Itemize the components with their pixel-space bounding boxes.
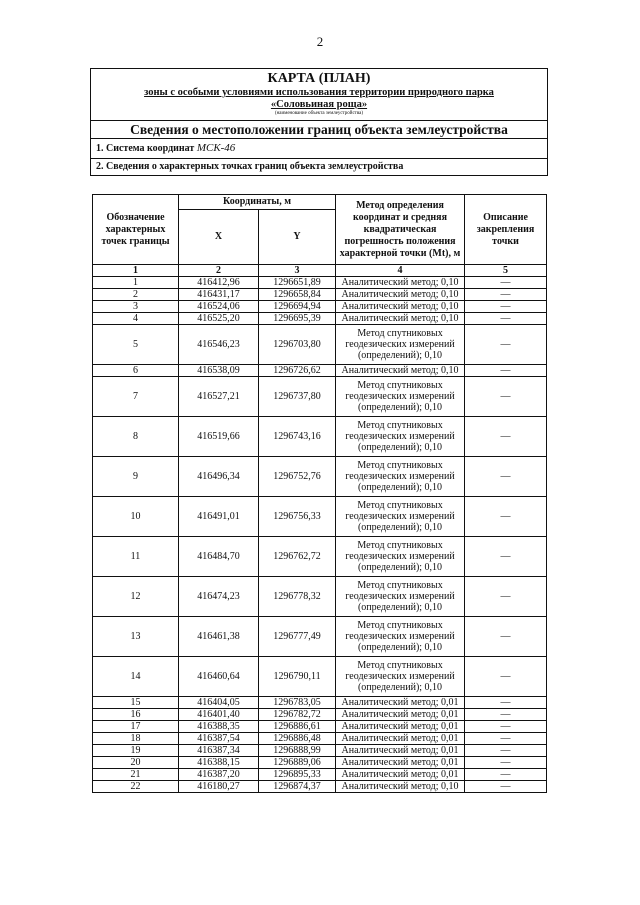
x-coord-cell: 416538,09	[179, 365, 259, 377]
method-cell: Метод спутниковых геодезических измерений (определений); 0,10	[336, 657, 465, 697]
y-coord-cell: 1296889,06	[259, 757, 336, 769]
method-cell: Аналитический метод; 0,10	[336, 365, 465, 377]
x-coord-cell: 416461,38	[179, 617, 259, 657]
point-number-cell: 9	[93, 457, 179, 497]
point-number-cell: 1	[93, 277, 179, 289]
table-row	[93, 377, 547, 417]
column-number-cell: 2	[179, 265, 259, 277]
y-coord-cell: 1296726,62	[259, 365, 336, 377]
y-coord-cell: 1296756,33	[259, 497, 336, 537]
table-row	[93, 721, 547, 733]
x-coord-cell: 416387,54	[179, 733, 259, 745]
x-coord-cell: 416460,64	[179, 657, 259, 697]
column-number-cell: 3	[259, 265, 336, 277]
point-number-cell: 2	[93, 289, 179, 301]
description-cell: —	[465, 365, 547, 377]
method-cell: Метод спутниковых геодезических измерений (определений); 0,10	[336, 457, 465, 497]
table-row	[93, 757, 547, 769]
col-header-x: X	[179, 210, 259, 265]
y-coord-cell: 1296782,72	[259, 709, 336, 721]
table-row	[93, 301, 547, 313]
description-cell: —	[465, 769, 547, 781]
map-subtitle: зоны с особыми условиями использования территории природного парка	[144, 87, 494, 98]
point-number-cell: 3	[93, 301, 179, 313]
point-number-cell: 19	[93, 745, 179, 757]
x-coord-cell: 416388,35	[179, 721, 259, 733]
x-coord-cell: 416496,34	[179, 457, 259, 497]
table-row	[93, 417, 547, 457]
y-coord-cell: 1296778,32	[259, 577, 336, 617]
table-row	[93, 577, 547, 617]
y-coord-cell: 1296783,05	[259, 697, 336, 709]
y-coord-cell: 1296874,37	[259, 781, 336, 793]
x-coord-cell: 416525,20	[179, 313, 259, 325]
coord-system-label: 1. Система координат	[96, 143, 195, 154]
col-header-method: Метод определения координат и средняя квадратическая погрешность положения характерной точки (Mt), м	[336, 195, 465, 265]
point-number-cell: 17	[93, 721, 179, 733]
table-row	[93, 497, 547, 537]
description-cell: —	[465, 313, 547, 325]
description-cell: —	[465, 417, 547, 457]
method-cell: Аналитический метод; 0,01	[336, 709, 465, 721]
section-title: Сведения о местоположении границ объекта землеустройства	[91, 121, 547, 139]
table-row	[93, 277, 547, 289]
point-number-cell: 22	[93, 781, 179, 793]
point-number-cell: 10	[93, 497, 179, 537]
col-header-point: Обозначение характерных точек границы	[93, 195, 179, 265]
method-cell: Метод спутниковых геодезических измерений (определений); 0,10	[336, 417, 465, 457]
y-coord-cell: 1296651,89	[259, 277, 336, 289]
method-cell: Аналитический метод; 0,10	[336, 289, 465, 301]
method-cell: Аналитический метод; 0,01	[336, 733, 465, 745]
x-coord-cell: 416388,15	[179, 757, 259, 769]
point-number-cell: 16	[93, 709, 179, 721]
object-caption: (наименование объекта землеустройства)	[274, 111, 364, 116]
method-cell: Метод спутниковых геодезических измерений (определений); 0,10	[336, 325, 465, 365]
point-number-cell: 18	[93, 733, 179, 745]
method-cell: Аналитический метод; 0,10	[336, 781, 465, 793]
point-number-cell: 8	[93, 417, 179, 457]
y-coord-cell: 1296777,49	[259, 617, 336, 657]
table-row	[93, 457, 547, 497]
y-coord-cell: 1296694,94	[259, 301, 336, 313]
column-numbers-row	[93, 265, 547, 277]
point-number-cell: 13	[93, 617, 179, 657]
y-coord-cell: 1296703,80	[259, 325, 336, 365]
description-cell: —	[465, 497, 547, 537]
description-cell: —	[465, 377, 547, 417]
y-coord-cell: 1296743,16	[259, 417, 336, 457]
x-coord-cell: 416412,96	[179, 277, 259, 289]
description-cell: —	[465, 709, 547, 721]
description-cell: —	[465, 457, 547, 497]
description-cell: —	[465, 577, 547, 617]
description-cell: —	[465, 657, 547, 697]
point-number-cell: 21	[93, 769, 179, 781]
table-row	[93, 365, 547, 377]
y-coord-cell: 1296658,84	[259, 289, 336, 301]
points-table	[92, 194, 547, 793]
description-cell: —	[465, 301, 547, 313]
y-coord-cell: 1296895,33	[259, 769, 336, 781]
description-cell: —	[465, 757, 547, 769]
description-cell: —	[465, 781, 547, 793]
method-cell: Аналитический метод; 0,10	[336, 277, 465, 289]
col-header-desc: Описание закрепления точки	[465, 195, 547, 265]
table-row	[93, 781, 547, 793]
method-cell: Аналитический метод; 0,01	[336, 721, 465, 733]
table-row	[93, 733, 547, 745]
description-cell: —	[465, 289, 547, 301]
col-header-y: Y	[259, 210, 336, 265]
points-table-body	[93, 277, 547, 793]
column-number-cell: 5	[465, 265, 547, 277]
description-cell: —	[465, 277, 547, 289]
y-coord-cell: 1296888,99	[259, 745, 336, 757]
points-section-title: 2. Сведения о характерных точках границ объекта землеустройства	[96, 161, 404, 172]
point-number-cell: 7	[93, 377, 179, 417]
description-cell: —	[465, 697, 547, 709]
x-coord-cell: 416387,20	[179, 769, 259, 781]
y-coord-cell: 1296886,48	[259, 733, 336, 745]
description-cell: —	[465, 733, 547, 745]
map-title: КАРТА (ПЛАН)	[267, 71, 371, 86]
method-cell: Метод спутниковых геодезических измерений (определений); 0,10	[336, 497, 465, 537]
x-coord-cell: 416519,66	[179, 417, 259, 457]
y-coord-cell: 1296695,39	[259, 313, 336, 325]
x-coord-cell: 416404,05	[179, 697, 259, 709]
table-row	[93, 617, 547, 657]
method-cell: Метод спутниковых геодезических измерений (определений); 0,10	[336, 617, 465, 657]
x-coord-cell: 416484,70	[179, 537, 259, 577]
point-number-cell: 20	[93, 757, 179, 769]
y-coord-cell: 1296762,72	[259, 537, 336, 577]
description-cell: —	[465, 721, 547, 733]
x-coord-cell: 416431,17	[179, 289, 259, 301]
x-coord-cell: 416524,06	[179, 301, 259, 313]
column-number-cell: 1	[93, 265, 179, 277]
point-number-cell: 14	[93, 657, 179, 697]
point-number-cell: 6	[93, 365, 179, 377]
x-coord-cell: 416401,40	[179, 709, 259, 721]
table-row	[93, 537, 547, 577]
map-header	[91, 69, 547, 121]
document-frame	[90, 68, 548, 176]
description-cell: —	[465, 617, 547, 657]
point-number-cell: 15	[93, 697, 179, 709]
method-cell: Метод спутниковых геодезических измерений (определений); 0,10	[336, 377, 465, 417]
column-number-cell: 4	[336, 265, 465, 277]
table-row	[93, 697, 547, 709]
col-header-coords: Координаты, м	[179, 195, 336, 210]
table-row	[93, 313, 547, 325]
table-row	[93, 657, 547, 697]
table-row	[93, 325, 547, 365]
y-coord-cell: 1296790,11	[259, 657, 336, 697]
method-cell: Аналитический метод; 0,10	[336, 313, 465, 325]
method-cell: Аналитический метод; 0,01	[336, 697, 465, 709]
table-row	[93, 745, 547, 757]
table-row	[93, 289, 547, 301]
method-cell: Аналитический метод; 0,10	[336, 301, 465, 313]
x-coord-cell: 416387,34	[179, 745, 259, 757]
point-number-cell: 11	[93, 537, 179, 577]
method-cell: Аналитический метод; 0,01	[336, 769, 465, 781]
y-coord-cell: 1296752,76	[259, 457, 336, 497]
point-number-cell: 5	[93, 325, 179, 365]
x-coord-cell: 416474,23	[179, 577, 259, 617]
method-cell: Метод спутниковых геодезических измерений (определений); 0,10	[336, 577, 465, 617]
description-cell: —	[465, 325, 547, 365]
method-cell: Аналитический метод; 0,01	[336, 745, 465, 757]
x-coord-cell: 416527,21	[179, 377, 259, 417]
x-coord-cell: 416546,23	[179, 325, 259, 365]
table-row	[93, 769, 547, 781]
x-coord-cell: 416491,01	[179, 497, 259, 537]
point-number-cell: 12	[93, 577, 179, 617]
y-coord-cell: 1296737,80	[259, 377, 336, 417]
x-coord-cell: 416180,27	[179, 781, 259, 793]
page-number: 2	[316, 34, 324, 49]
table-row	[93, 709, 547, 721]
point-number-cell: 4	[93, 313, 179, 325]
description-cell: —	[465, 745, 547, 757]
coord-system-line	[91, 139, 547, 159]
method-cell: Метод спутниковых геодезических измерений (определений); 0,10	[336, 537, 465, 577]
object-name: «Соловьиная роща»	[270, 99, 368, 110]
coord-system-value: МСК-46	[196, 142, 236, 154]
method-cell: Аналитический метод; 0,01	[336, 757, 465, 769]
description-cell: —	[465, 537, 547, 577]
y-coord-cell: 1296886,61	[259, 721, 336, 733]
